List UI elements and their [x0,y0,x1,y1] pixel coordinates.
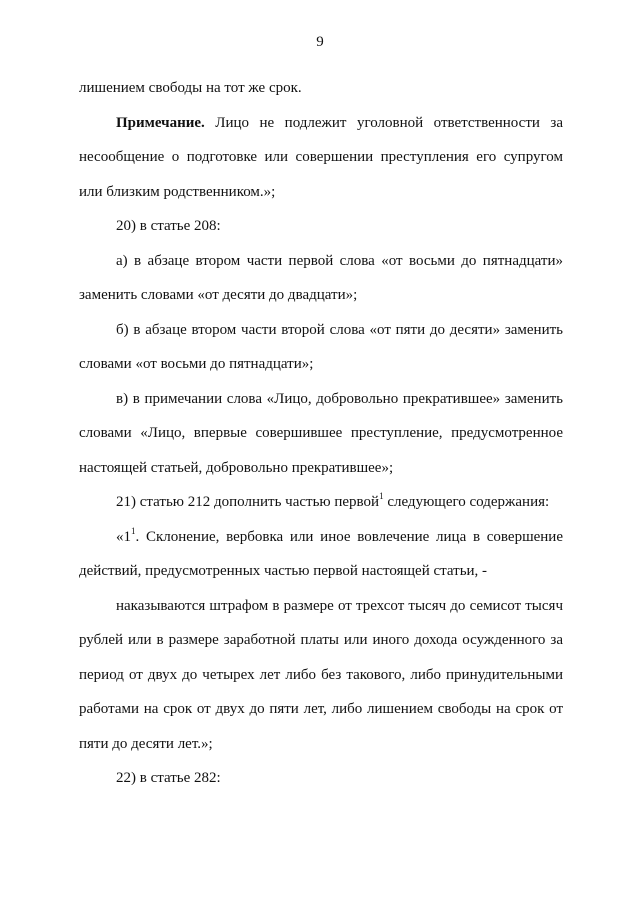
paragraph-item-v: в) в примечании слова «Лицо, добровольно прекратившее» заменить словами «Лицо, впервые совершившее преступление, предусмотренное настоящей статьей, добровольно прекратившее»; [79,390,563,476]
document-body [79,71,563,796]
quote-prefix: «1 [116,528,131,545]
quote-text: . Склонение, вербовка или иное вовлечение лица в совершение действий, предусмотренных частью первой настоящей статьи, - [79,528,563,579]
paragraph-item-b: б) в абзаце втором части второй слова «от пяти до десяти» заменить словами «от восьми до пятнадцати»; [79,321,563,372]
paragraph-quote-start [79,520,563,589]
item-21-superscript: 1 [379,491,384,501]
item-21-text: 21) статью 212 дополнить частью первой [116,494,380,510]
paragraph-item-21 [79,485,563,520]
note-text: Лицо не подлежит уголовной ответственности за несообщение о подготовке или совершении преступления его супругом или близким родственником.»; [79,114,563,200]
note-label: Примечание. [116,114,205,131]
paragraph-item-22: 22) в статье 282: [116,770,221,786]
paragraph-note [79,106,563,210]
item-21-text-end: следующего содержания: [383,494,550,510]
quote-superscript: 1 [131,525,136,536]
paragraph-continuation: лишением свободы на тот же срок. [79,80,302,96]
paragraph-item-20: 20) в статье 208: [116,218,221,234]
paragraph-item-a: а) в абзаце втором части первой слова «от восьми до пятнадцати» заменить словами «от десяти до двадцати»; [79,252,563,303]
page-number: 9 [316,34,324,50]
paragraph-penalty: наказываются штрафом в размере от трехсот тысяч до семисот тысяч рублей или в размере заработной платы или иного дохода осужденного за период от двух до четырех лет либо без такового, либо принудительными работами на срок от двух до пяти лет, либо лишением свободы на срок от пяти до десяти лет.»; [79,597,563,752]
